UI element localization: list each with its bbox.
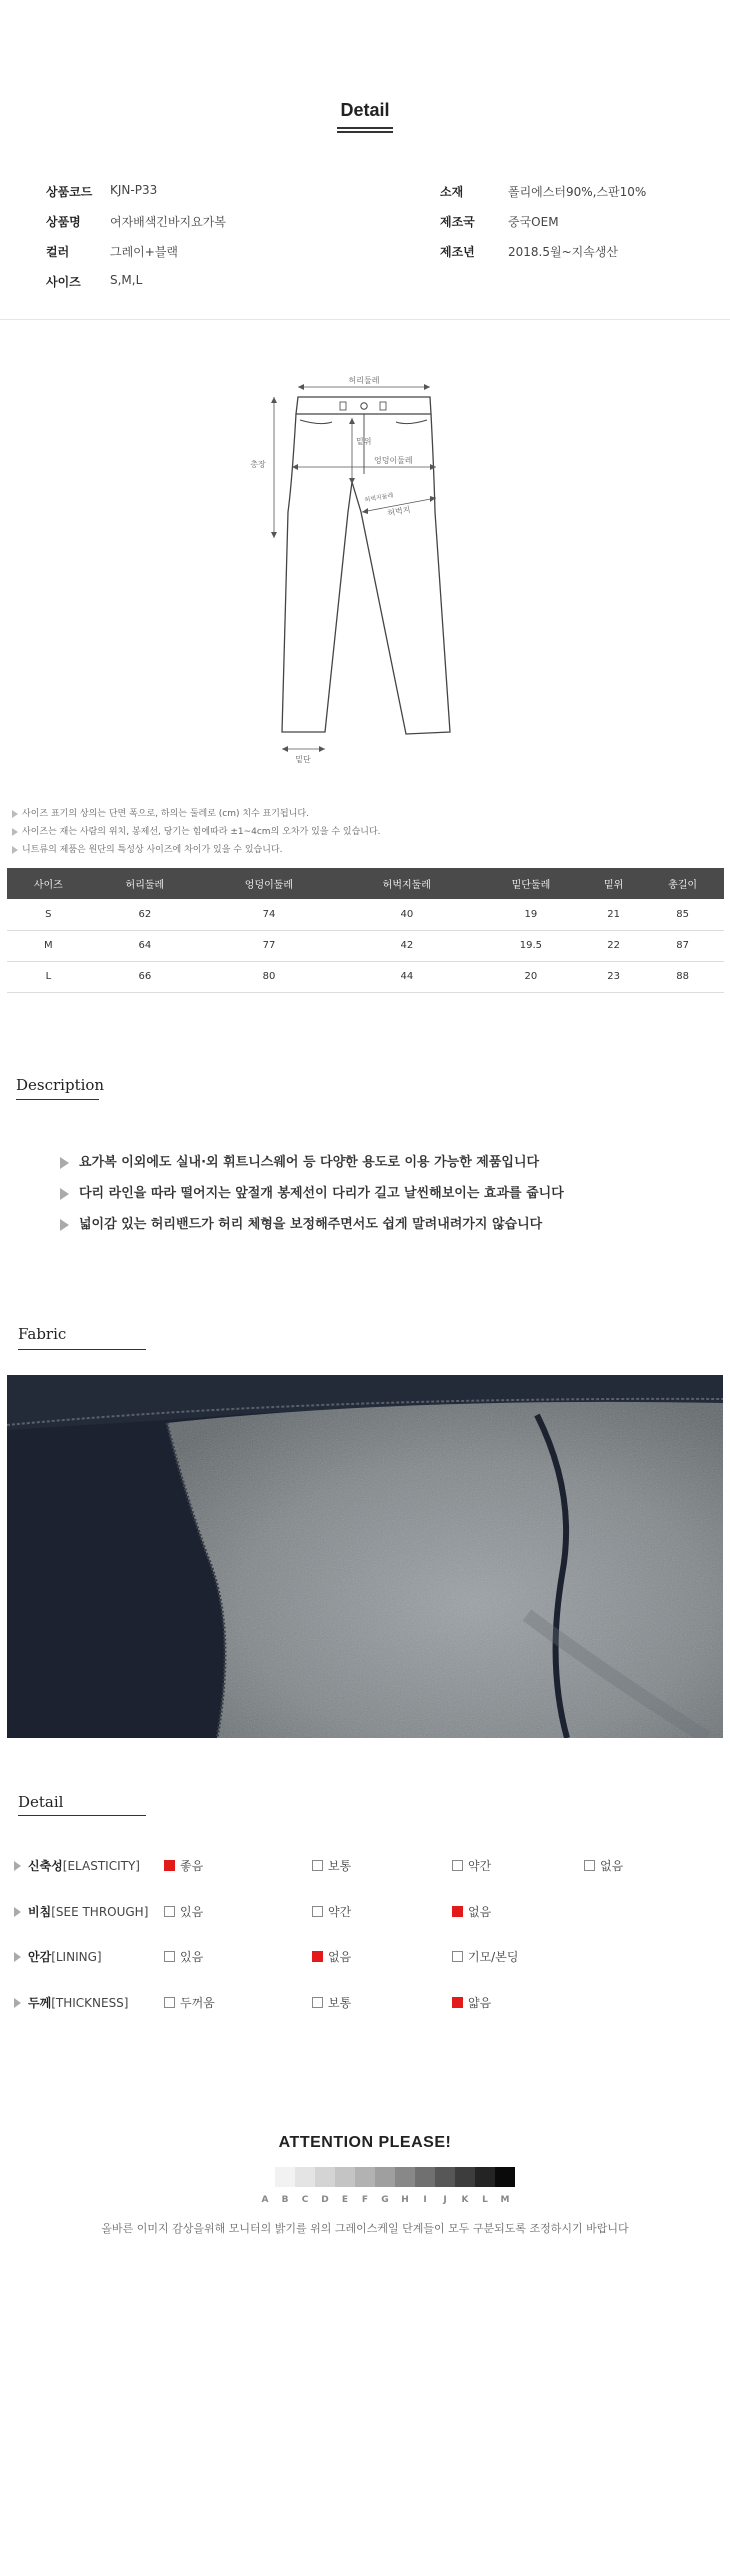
checkbox-icon xyxy=(164,1906,175,1917)
fabric-closeup-image xyxy=(7,1375,723,1738)
table-cell: 80 xyxy=(200,961,338,992)
list-item: 요가복 이외에도 실내·외 휘트니스웨어 등 다양한 용도로 이용 가능한 제품입니다 xyxy=(60,1147,564,1178)
description-title-underline xyxy=(16,1099,99,1100)
triangle-bullet-icon xyxy=(60,1188,69,1200)
option-checkbox[interactable]: 기모/본딩 xyxy=(452,1948,518,1965)
table-cell: S xyxy=(7,899,90,930)
table-cell: 88 xyxy=(641,961,724,992)
info-value-name: 여자배색긴바지요가복 xyxy=(110,215,226,229)
grayscale-letter: D xyxy=(321,2195,329,2205)
note-item: 사이즈는 재는 사람의 위치, 봉제선, 당기는 힘에따라 ±1~4cm의 오차가 있을 수 있습니다. xyxy=(12,823,381,841)
note-item: 니트류의 제품은 원단의 특성상 사이즈에 차이가 있을 수 있습니다. xyxy=(12,841,381,859)
grayscale-swatch xyxy=(295,2167,315,2187)
grayscale-letter: K xyxy=(461,2195,469,2205)
size-notes xyxy=(12,805,381,859)
attribute-row-lining: 안감 [LINING] 있음 없음 기모/본딩 xyxy=(14,1948,714,1968)
fabric-title: Fabric xyxy=(18,1325,67,1343)
attribute-row-thickness: 두께 [THICKNESS] 두꺼움 보통 얇음 xyxy=(14,1994,714,2014)
option-checkbox[interactable]: 없음 xyxy=(312,1948,351,1965)
triangle-bullet-icon xyxy=(14,1861,21,1871)
grayscale-letter: I xyxy=(423,2195,427,2205)
grayscale-letter: L xyxy=(482,2195,488,2205)
grayscale-swatch xyxy=(395,2167,415,2187)
checkbox-icon xyxy=(164,1951,175,1962)
table-cell: 40 xyxy=(338,899,476,930)
fabric-title-underline xyxy=(18,1349,146,1350)
table-cell: M xyxy=(7,930,90,961)
table-cell: 62 xyxy=(90,899,200,930)
table-header-row xyxy=(7,868,724,899)
table-cell: 87 xyxy=(641,930,724,961)
checkbox-checked-icon xyxy=(312,1951,323,1962)
description-title: Description xyxy=(16,1076,105,1094)
grayscale-swatch xyxy=(275,2167,295,2187)
table-cell: 74 xyxy=(200,899,338,930)
triangle-bullet-icon xyxy=(60,1157,69,1169)
grayscale-letter: H xyxy=(401,2195,409,2205)
info-value-year: 2018.5월~지속생산 xyxy=(508,245,619,259)
table-cell: 21 xyxy=(586,899,641,930)
info-label-country: 제조국 xyxy=(440,215,475,229)
info-label-size: 사이즈 xyxy=(46,275,81,289)
grayscale-swatch xyxy=(255,2167,275,2187)
col-header: 허벅지둘레 xyxy=(338,868,476,899)
grayscale-letter: M xyxy=(500,2195,510,2205)
option-checkbox[interactable]: 좋음 xyxy=(164,1857,203,1874)
table-cell: 44 xyxy=(338,961,476,992)
section-divider xyxy=(0,319,730,320)
list-item: 넓이감 있는 허리밴드가 허리 체형을 보정해주면서도 쉽게 말려내려가지 않습니다 xyxy=(60,1209,564,1240)
checkbox-icon xyxy=(584,1860,595,1871)
description-list xyxy=(60,1147,564,1240)
checkbox-icon xyxy=(312,1860,323,1871)
option-checkbox[interactable]: 두꺼움 xyxy=(164,1994,215,2011)
checkbox-icon xyxy=(164,1997,175,2008)
triangle-bullet-icon xyxy=(14,1907,21,1917)
table-cell: 66 xyxy=(90,961,200,992)
col-header: 총길이 xyxy=(641,868,724,899)
info-label-name: 상품명 xyxy=(46,215,81,229)
table-row xyxy=(7,930,724,961)
col-header: 밑단둘레 xyxy=(476,868,586,899)
grayscale-swatch xyxy=(335,2167,355,2187)
table-row xyxy=(7,899,724,930)
detail-section-title: Detail xyxy=(18,1793,64,1811)
info-label-color: 컬러 xyxy=(46,245,70,259)
table-cell: 23 xyxy=(586,961,641,992)
label-thigh-small: 허벅지둘레 xyxy=(364,492,394,504)
grayscale-swatch xyxy=(415,2167,435,2187)
attention-title: ATTENTION PLEASE! xyxy=(278,2134,452,2151)
label-hip: 엉덩이둘레 xyxy=(374,456,413,465)
note-item: 사이즈 표기의 상의는 단면 폭으로, 하의는 둘레로 (cm) 치수 표기됩니다. xyxy=(12,805,381,823)
grayscale-swatch xyxy=(355,2167,375,2187)
table-cell: 42 xyxy=(338,930,476,961)
info-label-year: 제조년 xyxy=(440,245,475,259)
grayscale-letter: E xyxy=(341,2195,349,2205)
grayscale-letter: B xyxy=(281,2195,289,2205)
info-label-material: 소재 xyxy=(440,185,464,199)
attention-text: 올바른 이미지 감상을위해 모니터의 밝기를 위의 그레이스케일 단계들이 모두 구분되도록 조정하시기 바랍니다 xyxy=(101,2222,629,2235)
info-label-code: 상품코드 xyxy=(46,185,93,199)
grayscale-swatch-bar xyxy=(255,2167,515,2187)
checkbox-icon xyxy=(312,1997,323,2008)
triangle-bullet-icon xyxy=(12,828,18,836)
label-hem: 밑단 xyxy=(295,755,311,764)
option-checkbox[interactable]: 있음 xyxy=(164,1948,203,1965)
table-cell: 85 xyxy=(641,899,724,930)
checkbox-icon xyxy=(452,1951,463,1962)
grayscale-swatch xyxy=(315,2167,335,2187)
option-checkbox[interactable]: 보통 xyxy=(312,1994,351,2011)
option-checkbox[interactable]: 약간 xyxy=(452,1857,491,1874)
grayscale-swatch xyxy=(455,2167,475,2187)
option-checkbox[interactable]: 얇음 xyxy=(452,1994,491,2011)
option-checkbox[interactable]: 있음 xyxy=(164,1903,203,1920)
attribute-row-see-through: 비침 [SEE THROUGH] 있음 약간 없음 xyxy=(14,1903,714,1923)
info-value-material: 폴리에스터90%,스판10% xyxy=(508,185,647,199)
label-thigh: 허벅지 xyxy=(386,505,412,518)
table-cell: 64 xyxy=(90,930,200,961)
triangle-bullet-icon xyxy=(60,1219,69,1231)
table-cell: 19 xyxy=(476,899,586,930)
grayscale-swatch xyxy=(475,2167,495,2187)
col-header: 밑위 xyxy=(586,868,641,899)
table-cell: L xyxy=(7,961,90,992)
col-header: 엉덩이둘레 xyxy=(200,868,338,899)
option-checkbox[interactable]: 없음 xyxy=(584,1857,623,1874)
option-checkbox[interactable]: 약간 xyxy=(312,1903,351,1920)
triangle-bullet-icon xyxy=(12,846,18,854)
grayscale-swatch xyxy=(435,2167,455,2187)
checkbox-checked-icon xyxy=(452,1906,463,1917)
checkbox-icon xyxy=(452,1860,463,1871)
triangle-bullet-icon xyxy=(14,1998,21,2008)
grayscale-letter: G xyxy=(381,2195,389,2205)
checkbox-checked-icon xyxy=(164,1860,175,1871)
col-header: 사이즈 xyxy=(7,868,90,899)
option-checkbox[interactable]: 없음 xyxy=(452,1903,491,1920)
table-cell: 19.5 xyxy=(476,930,586,961)
fabric-texture-svg xyxy=(7,1375,723,1738)
table-cell: 20 xyxy=(476,961,586,992)
grayscale-letter: J xyxy=(443,2195,447,2205)
grayscale-letters xyxy=(255,2195,515,2205)
size-table xyxy=(7,868,724,993)
pants-size-diagram xyxy=(230,362,480,772)
grayscale-swatch xyxy=(495,2167,515,2187)
table-row xyxy=(7,961,724,992)
label-waist: 허리둘레 xyxy=(348,376,380,385)
info-value-country: 중국OEM xyxy=(508,215,559,229)
attribute-row-elasticity: 신축성 [ELASTICITY] 좋음 보통 약간 없음 xyxy=(14,1857,714,1877)
grayscale-letter: A xyxy=(261,2195,269,2205)
option-checkbox[interactable]: 보통 xyxy=(312,1857,351,1874)
label-length: 총장 xyxy=(250,460,266,469)
grayscale-letter: C xyxy=(301,2195,309,2205)
detail-section-underline xyxy=(18,1815,146,1816)
col-header: 허리둘레 xyxy=(90,868,200,899)
page-title: Detail xyxy=(340,100,390,120)
title-underline xyxy=(337,127,393,133)
triangle-bullet-icon xyxy=(12,810,18,818)
checkbox-checked-icon xyxy=(452,1997,463,2008)
label-rise: 밑위 xyxy=(356,437,372,446)
pants-outline-svg xyxy=(230,362,480,772)
info-value-code: KJN-P33 xyxy=(110,183,158,197)
triangle-bullet-icon xyxy=(14,1952,21,1962)
table-cell: 22 xyxy=(586,930,641,961)
table-cell: 77 xyxy=(200,930,338,961)
grayscale-letter: F xyxy=(361,2195,369,2205)
grayscale-swatch xyxy=(375,2167,395,2187)
list-item: 다리 라인을 따라 떨어지는 앞절개 봉제선이 다리가 길고 날씬해보이는 효과를 줍니다 xyxy=(60,1178,564,1209)
checkbox-icon xyxy=(312,1906,323,1917)
info-value-color: 그레이+블랙 xyxy=(110,245,179,259)
info-value-size: S,M,L xyxy=(110,273,143,287)
